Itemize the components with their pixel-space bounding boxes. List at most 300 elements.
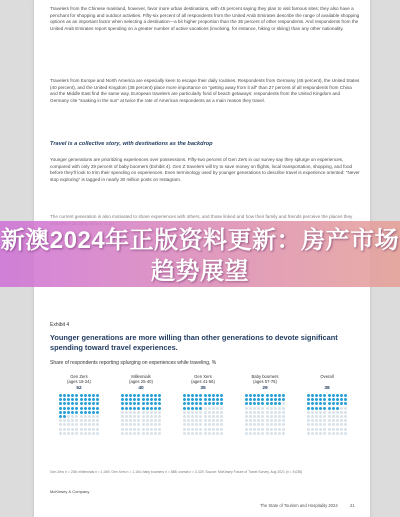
- dot-empty: [282, 415, 285, 418]
- dot-filled: [340, 402, 343, 405]
- dot-filled: [187, 394, 190, 397]
- dot-filled: [328, 394, 331, 397]
- dot-filled: [75, 402, 78, 405]
- dot-empty: [328, 423, 331, 426]
- dot-empty: [261, 415, 264, 418]
- dot-filled: [340, 398, 343, 401]
- dot-filled: [125, 398, 128, 401]
- dot-filled: [204, 402, 207, 405]
- dot-filled: [307, 402, 310, 405]
- dot-filled: [150, 394, 153, 397]
- dot-filled: [183, 394, 186, 397]
- dot-empty: [216, 428, 219, 431]
- dot-empty: [278, 428, 281, 431]
- dot-empty: [187, 419, 190, 422]
- dot-filled: [199, 394, 202, 397]
- dot-filled: [59, 415, 62, 418]
- dot-empty: [191, 428, 194, 431]
- dot-filled: [125, 407, 128, 410]
- dot-empty: [311, 415, 314, 418]
- dot-empty: [328, 432, 331, 435]
- dot-empty: [92, 428, 95, 431]
- dot-filled: [328, 398, 331, 401]
- dot-filled: [208, 398, 211, 401]
- dot-empty: [253, 428, 256, 431]
- dot-empty: [133, 415, 136, 418]
- dot-empty: [208, 415, 211, 418]
- dot-empty: [315, 428, 318, 431]
- dot-empty: [129, 432, 132, 435]
- dot-filled: [199, 402, 202, 405]
- dot-filled: [191, 398, 194, 401]
- dot-empty: [195, 432, 198, 435]
- dot-filled: [266, 398, 269, 401]
- dot-filled: [88, 398, 91, 401]
- dot-empty: [257, 432, 260, 435]
- dot-filled: [121, 398, 124, 401]
- dot-filled: [133, 394, 136, 397]
- dot-empty: [266, 407, 269, 410]
- dot-filled: [274, 402, 277, 405]
- dot-empty: [220, 407, 223, 410]
- dot-empty: [137, 428, 140, 431]
- dot-filled: [84, 402, 87, 405]
- dot-empty: [249, 407, 252, 410]
- dot-empty: [332, 428, 335, 431]
- dot-filled: [191, 402, 194, 405]
- dot-chart: [50, 374, 360, 444]
- dot-filled: [88, 394, 91, 397]
- dot-filled: [199, 398, 202, 401]
- dot-filled: [245, 394, 248, 397]
- dot-empty: [84, 423, 87, 426]
- dot-empty: [220, 419, 223, 422]
- dot-empty: [245, 415, 248, 418]
- dot-filled: [212, 398, 215, 401]
- page-number: 21: [350, 503, 355, 508]
- dot-empty: [208, 419, 211, 422]
- exhibit-title: Younger generations are more willing than other generations to devote significant spending toward travel experiences.: [50, 333, 338, 352]
- dot-filled: [257, 394, 260, 397]
- dot-empty: [191, 423, 194, 426]
- dot-filled: [96, 394, 99, 397]
- dot-empty: [183, 415, 186, 418]
- dot-filled: [80, 394, 83, 397]
- dot-empty: [340, 419, 343, 422]
- dot-filled: [67, 394, 70, 397]
- dot-empty: [261, 432, 264, 435]
- dot-filled: [80, 398, 83, 401]
- dot-empty: [311, 423, 314, 426]
- dot-filled: [253, 394, 256, 397]
- body-paragraph: Travelers from the Chinese mainland, however, favor more urban destinations, with 45 percent saying they plan to visit famous sites; they also have a penchant for shopping and outdoor activities. Fifty-six percent of all respondents from the United Arab Emirates describe the range of available shopping options as an important factor when selecting a destination—a bit higher proportion than the 35 percent of other respondents. And respondents from the United Arab Emirates report spending on a greater number of active vacations (involving, for instance, hiking or skiing) than any other nationality.: [50, 6, 360, 31]
- dot-empty: [344, 419, 347, 422]
- dot-empty: [270, 411, 273, 414]
- dot-empty: [282, 411, 285, 414]
- dot-empty: [142, 428, 145, 431]
- dot-empty: [80, 415, 83, 418]
- dot-empty: [75, 432, 78, 435]
- dot-empty: [59, 428, 62, 431]
- dot-filled: [191, 394, 194, 397]
- dot-empty: [220, 432, 223, 435]
- dot-empty: [336, 432, 339, 435]
- group-value: 52: [76, 386, 82, 391]
- dot-empty: [274, 432, 277, 435]
- dot-empty: [307, 423, 310, 426]
- dot-empty: [307, 419, 310, 422]
- dot-empty: [133, 419, 136, 422]
- dot-empty: [261, 428, 264, 431]
- pull-quote: Travel is a collective story, with destinations as the backdrop: [50, 141, 213, 147]
- overlay-banner-text: 新澳2024年正版资料更新：房产市场趋势展望: [0, 227, 400, 285]
- dot-empty: [150, 415, 153, 418]
- dot-filled: [146, 398, 149, 401]
- dot-empty: [80, 419, 83, 422]
- dot-filled: [133, 402, 136, 405]
- dot-empty: [158, 415, 161, 418]
- dot-empty: [216, 415, 219, 418]
- body-paragraph: Younger generations are prioritizing experiences over possessions. Fifty-two percent of Gen Zers in our survey say they splurge on experiences, compared with only 29 percent of baby boomers (Exhibit 4). Gen Z travelers will try to save money on flights, local transportation, shopping, and food before they'll look to trim their spending on experiences. Even terminology used by younger generations to describe travel is experience oriented: "Never stop exploring" is tagged in nearly 30 million posts on Instagram.: [50, 157, 360, 182]
- dot-filled: [344, 402, 347, 405]
- dot-empty: [278, 423, 281, 426]
- dot-empty: [137, 419, 140, 422]
- dot-empty: [340, 407, 343, 410]
- dot-filled: [183, 407, 186, 410]
- chart-group: [52, 374, 106, 435]
- dot-filled: [328, 407, 331, 410]
- dot-filled: [311, 398, 314, 401]
- dot-empty: [344, 428, 347, 431]
- dot-filled: [208, 394, 211, 397]
- dot-filled: [142, 398, 145, 401]
- dot-filled: [154, 407, 157, 410]
- dot-empty: [187, 423, 190, 426]
- dot-empty: [261, 423, 264, 426]
- dot-filled: [216, 402, 219, 405]
- dot-filled: [249, 402, 252, 405]
- dot-empty: [204, 419, 207, 422]
- dot-empty: [96, 419, 99, 422]
- dot-filled: [311, 402, 314, 405]
- dot-empty: [75, 415, 78, 418]
- dot-empty: [212, 415, 215, 418]
- dot-filled: [150, 407, 153, 410]
- dot-empty: [270, 423, 273, 426]
- group-value: 29: [262, 386, 268, 391]
- dot-empty: [129, 411, 132, 414]
- dot-empty: [220, 415, 223, 418]
- dot-empty: [319, 423, 322, 426]
- dot-empty: [129, 419, 132, 422]
- dot-empty: [282, 419, 285, 422]
- dot-filled: [208, 402, 211, 405]
- dot-filled: [270, 402, 273, 405]
- dot-empty: [84, 432, 87, 435]
- dot-empty: [183, 419, 186, 422]
- dot-empty: [137, 432, 140, 435]
- dot-filled: [323, 402, 326, 405]
- dot-empty: [323, 428, 326, 431]
- dot-filled: [319, 402, 322, 405]
- dot-filled: [187, 402, 190, 405]
- dot-empty: [183, 423, 186, 426]
- dot-empty: [315, 423, 318, 426]
- chart-notes: Gen Zers n = 208; millennials n = 1,049; Gen Xers n = 1,184; baby boomers n = 888; overall n = 3,329. Source: McKinsey Future of Travel Survey, Aug 2021 (n = 5,035): [50, 470, 303, 474]
- dot-empty: [282, 407, 285, 410]
- dot-empty: [146, 423, 149, 426]
- dot-filled: [137, 394, 140, 397]
- dot-filled: [212, 402, 215, 405]
- dot-filled: [92, 411, 95, 414]
- dot-filled: [183, 398, 186, 401]
- dot-filled: [154, 402, 157, 405]
- dot-filled: [266, 402, 269, 405]
- dot-empty: [75, 419, 78, 422]
- dot-filled: [195, 398, 198, 401]
- dot-empty: [332, 411, 335, 414]
- dot-empty: [204, 411, 207, 414]
- dot-empty: [146, 415, 149, 418]
- dot-filled: [278, 398, 281, 401]
- dot-empty: [274, 423, 277, 426]
- dot-filled: [323, 398, 326, 401]
- dot-grid: [114, 394, 168, 435]
- dot-empty: [253, 411, 256, 414]
- dot-empty: [63, 419, 66, 422]
- dot-filled: [59, 402, 62, 405]
- dot-empty: [154, 411, 157, 414]
- dot-empty: [257, 415, 260, 418]
- dot-empty: [319, 419, 322, 422]
- dot-filled: [261, 402, 264, 405]
- group-name: Baby boomers: [251, 374, 279, 379]
- dot-filled: [71, 407, 74, 410]
- chart-group: [114, 374, 168, 435]
- dot-filled: [67, 402, 70, 405]
- dot-empty: [212, 411, 215, 414]
- dot-filled: [80, 411, 83, 414]
- dot-filled: [84, 407, 87, 410]
- dot-empty: [282, 423, 285, 426]
- dot-filled: [204, 398, 207, 401]
- dot-empty: [311, 419, 314, 422]
- dot-empty: [323, 423, 326, 426]
- dot-empty: [319, 428, 322, 431]
- dot-filled: [183, 402, 186, 405]
- dot-empty: [270, 428, 273, 431]
- dot-empty: [67, 432, 70, 435]
- dot-filled: [142, 407, 145, 410]
- dot-empty: [278, 419, 281, 422]
- dot-empty: [261, 411, 264, 414]
- dot-empty: [266, 419, 269, 422]
- dot-filled: [332, 398, 335, 401]
- dot-empty: [245, 428, 248, 431]
- dot-empty: [80, 423, 83, 426]
- dot-empty: [121, 432, 124, 435]
- dot-filled: [158, 402, 161, 405]
- dot-empty: [154, 415, 157, 418]
- dot-empty: [249, 415, 252, 418]
- dot-empty: [59, 419, 62, 422]
- dot-empty: [137, 423, 140, 426]
- dot-filled: [282, 398, 285, 401]
- dot-empty: [92, 415, 95, 418]
- dot-empty: [319, 415, 322, 418]
- dot-filled: [150, 398, 153, 401]
- dot-empty: [307, 411, 310, 414]
- dot-filled: [158, 398, 161, 401]
- dot-filled: [121, 394, 124, 397]
- dot-filled: [63, 394, 66, 397]
- dot-filled: [80, 402, 83, 405]
- chart-group: [238, 374, 292, 435]
- group-ages: (ages 25-40): [129, 379, 153, 384]
- dot-empty: [328, 411, 331, 414]
- dot-empty: [266, 432, 269, 435]
- dot-empty: [208, 423, 211, 426]
- dot-filled: [282, 394, 285, 397]
- dot-filled: [332, 402, 335, 405]
- dot-empty: [154, 423, 157, 426]
- dot-empty: [208, 432, 211, 435]
- dot-filled: [274, 398, 277, 401]
- dot-empty: [183, 411, 186, 414]
- group-value: 38: [324, 386, 330, 391]
- dot-empty: [274, 407, 277, 410]
- dot-empty: [125, 432, 128, 435]
- dot-empty: [253, 415, 256, 418]
- dot-filled: [212, 394, 215, 397]
- dot-empty: [150, 419, 153, 422]
- dot-empty: [311, 411, 314, 414]
- dot-empty: [323, 419, 326, 422]
- dot-empty: [154, 432, 157, 435]
- dot-filled: [307, 394, 310, 397]
- dot-grid: [176, 394, 230, 435]
- dot-empty: [323, 415, 326, 418]
- dot-empty: [67, 415, 70, 418]
- dot-filled: [84, 411, 87, 414]
- dot-empty: [88, 415, 91, 418]
- dot-empty: [67, 423, 70, 426]
- dot-filled: [245, 402, 248, 405]
- dot-empty: [191, 411, 194, 414]
- dot-empty: [266, 423, 269, 426]
- dot-empty: [191, 419, 194, 422]
- dot-empty: [88, 423, 91, 426]
- dot-empty: [204, 432, 207, 435]
- dot-empty: [129, 423, 132, 426]
- dot-empty: [199, 428, 202, 431]
- dot-filled: [150, 402, 153, 405]
- dot-empty: [212, 423, 215, 426]
- dot-empty: [344, 432, 347, 435]
- dot-empty: [257, 428, 260, 431]
- dot-empty: [88, 419, 91, 422]
- dot-empty: [187, 411, 190, 414]
- dot-filled: [121, 407, 124, 410]
- dot-filled: [67, 398, 70, 401]
- dot-empty: [150, 432, 153, 435]
- dot-filled: [336, 402, 339, 405]
- dot-empty: [150, 428, 153, 431]
- dot-filled: [311, 407, 314, 410]
- exhibit-label: Exhibit 4: [50, 322, 70, 328]
- dot-empty: [63, 423, 66, 426]
- dot-empty: [332, 415, 335, 418]
- dot-empty: [278, 432, 281, 435]
- dot-grid: [300, 394, 354, 435]
- dot-empty: [150, 411, 153, 414]
- dot-empty: [75, 423, 78, 426]
- dot-empty: [183, 432, 186, 435]
- dot-empty: [137, 411, 140, 414]
- dot-empty: [257, 419, 260, 422]
- dot-empty: [154, 428, 157, 431]
- dot-filled: [154, 394, 157, 397]
- dot-empty: [88, 432, 91, 435]
- dot-filled: [88, 402, 91, 405]
- dot-empty: [323, 432, 326, 435]
- dot-empty: [216, 411, 219, 414]
- dot-filled: [84, 394, 87, 397]
- dot-empty: [336, 428, 339, 431]
- dot-filled: [307, 407, 310, 410]
- dot-empty: [199, 411, 202, 414]
- dot-empty: [146, 419, 149, 422]
- exhibit-subtitle: Share of respondents reporting splurging on experiences while traveling, %: [50, 360, 217, 366]
- dot-filled: [158, 407, 161, 410]
- dot-filled: [80, 407, 83, 410]
- group-ages: (ages 18-24): [67, 379, 91, 384]
- dot-empty: [253, 423, 256, 426]
- dot-empty: [67, 419, 70, 422]
- dot-filled: [75, 394, 78, 397]
- dot-filled: [323, 394, 326, 397]
- dot-filled: [133, 407, 136, 410]
- dot-filled: [336, 398, 339, 401]
- dot-empty: [253, 407, 256, 410]
- dot-empty: [158, 419, 161, 422]
- dot-empty: [340, 423, 343, 426]
- dot-empty: [336, 419, 339, 422]
- dot-filled: [129, 407, 132, 410]
- dot-filled: [249, 398, 252, 401]
- dot-empty: [142, 432, 145, 435]
- dot-empty: [249, 428, 252, 431]
- dot-filled: [96, 398, 99, 401]
- dot-filled: [146, 402, 149, 405]
- dot-filled: [278, 394, 281, 397]
- dot-empty: [199, 432, 202, 435]
- dot-filled: [191, 407, 194, 410]
- dot-empty: [96, 423, 99, 426]
- dot-empty: [212, 432, 215, 435]
- dot-filled: [137, 407, 140, 410]
- dot-empty: [84, 415, 87, 418]
- dot-filled: [220, 402, 223, 405]
- dot-empty: [216, 423, 219, 426]
- dot-empty: [187, 432, 190, 435]
- dot-filled: [71, 394, 74, 397]
- dot-empty: [67, 428, 70, 431]
- dot-filled: [332, 394, 335, 397]
- dot-empty: [191, 432, 194, 435]
- dot-empty: [336, 423, 339, 426]
- dot-filled: [129, 394, 132, 397]
